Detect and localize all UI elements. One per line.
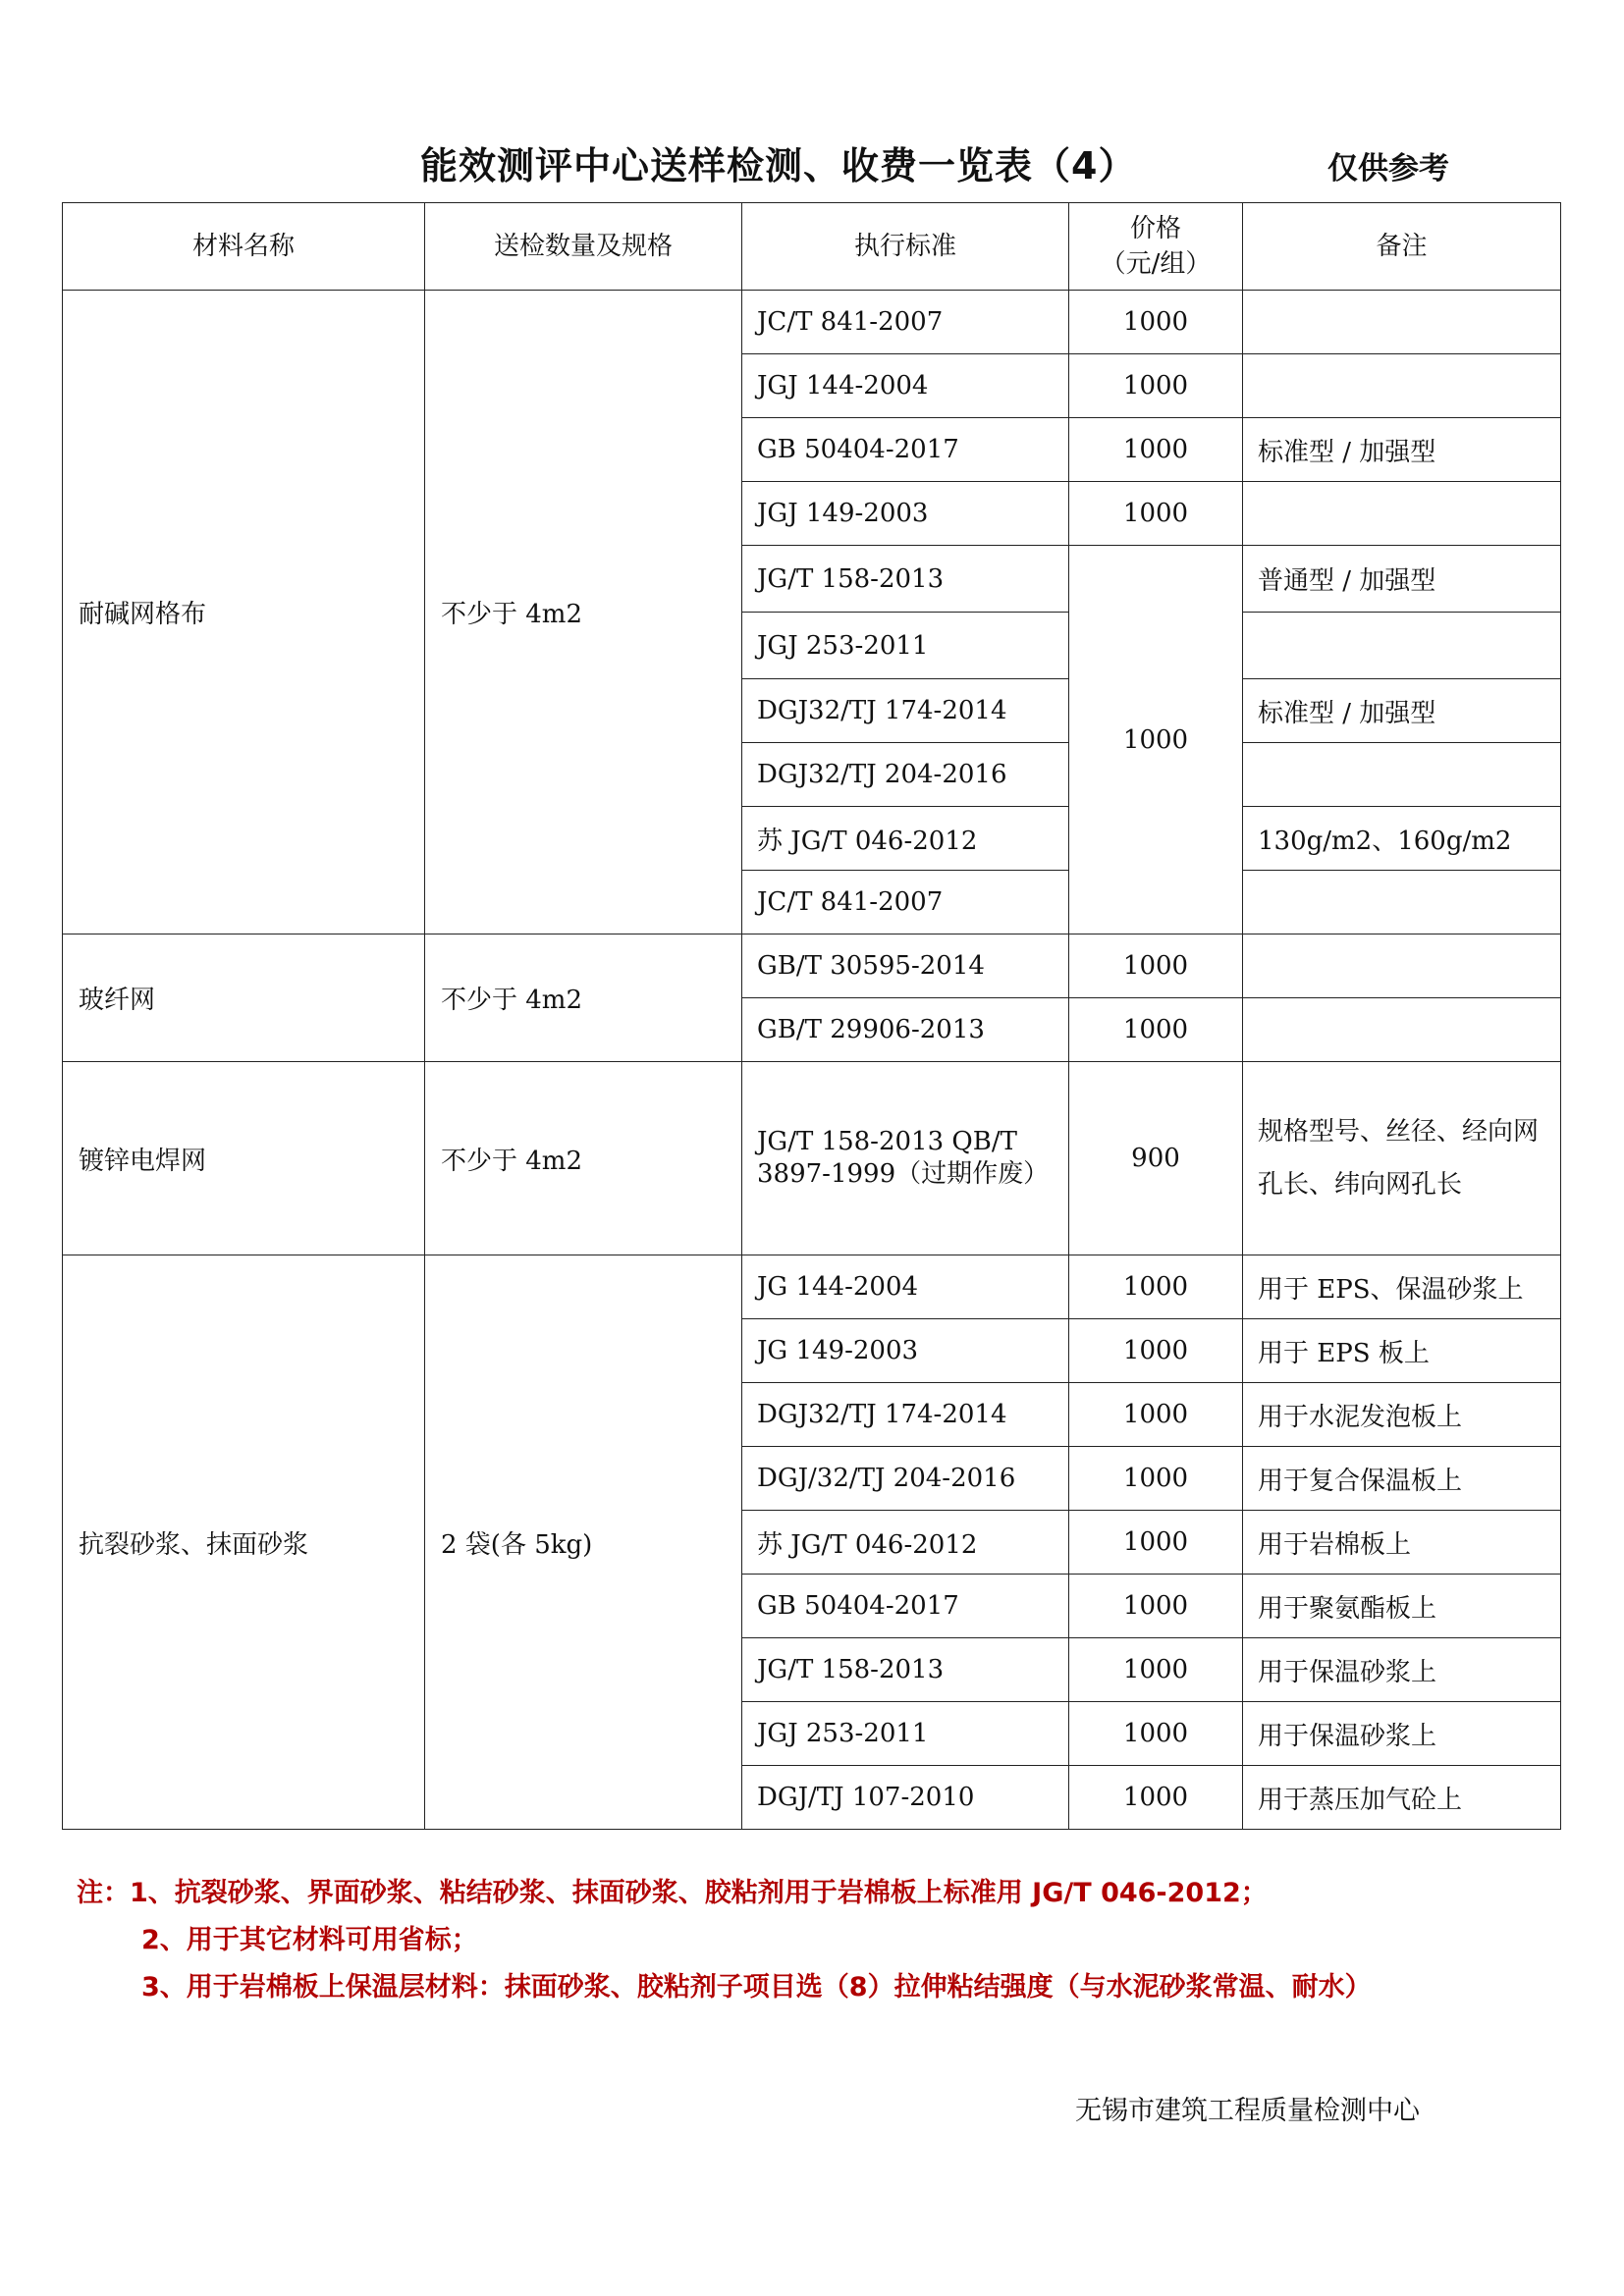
price-cell: 900 (1069, 1062, 1243, 1255)
price-cell: 1000 (1069, 1575, 1243, 1638)
remark-cell: 用于保温砂浆上 (1243, 1702, 1561, 1766)
price-cell: 1000 (1069, 1511, 1243, 1575)
standard-cell: GB 50404-2017 (742, 418, 1069, 482)
price-cell: 1000 (1069, 998, 1243, 1062)
price-cell: 1000 (1069, 1766, 1243, 1830)
price-cell: 1000 (1069, 934, 1243, 998)
quantity-cell: 不少于 4m2 (425, 1062, 742, 1255)
standard-cell: DGJ32/TJ 174-2014 (742, 679, 1069, 743)
note-line-1: 注：1、抗裂砂浆、界面砂浆、粘结砂浆、抹面砂浆、胶粘剂用于岩棉板上标准用 JG/T 046-2012； (77, 1878, 1268, 1908)
standard-cell: JC/T 841-2007 (742, 871, 1069, 934)
remark-cell: 用于复合保温板上 (1243, 1447, 1561, 1511)
standard-cell: JGJ 253-2011 (742, 1702, 1069, 1766)
standard-cell: JG/T 158-2013 (742, 546, 1069, 613)
header-remark: 备注 (1243, 203, 1561, 291)
standard-cell: JG 149-2003 (742, 1319, 1069, 1383)
material-name-cell: 抗裂砂浆、抹面砂浆 (63, 1255, 425, 1830)
remark-cell (1243, 613, 1561, 679)
price-cell: 1000 (1069, 354, 1243, 418)
standard-cell: 苏 JG/T 046-2012 (742, 1511, 1069, 1575)
standard-cell: JGJ 253-2011 (742, 613, 1069, 679)
price-cell: 1000 (1069, 1702, 1243, 1766)
remark-cell: 用于水泥发泡板上 (1243, 1383, 1561, 1447)
standard-cell: DGJ/TJ 107-2010 (742, 1766, 1069, 1830)
remark-cell: 普通型 / 加强型 (1243, 546, 1561, 613)
remark-cell: 用于蒸压加气砼上 (1243, 1766, 1561, 1830)
remark-cell (1243, 291, 1561, 354)
standard-cell: GB 50404-2017 (742, 1575, 1069, 1638)
remark-cell (1243, 354, 1561, 418)
material-name-cell: 玻纤网 (63, 934, 425, 1062)
price-cell: 1000 (1069, 1447, 1243, 1511)
remark-cell (1243, 934, 1561, 998)
remark-cell (1243, 871, 1561, 934)
standard-cell: 苏 JG/T 046-2012 (742, 807, 1069, 871)
price-cell: 1000 (1069, 482, 1243, 546)
remark-cell (1243, 998, 1561, 1062)
remark-cell: 130g/m2、160g/m2 (1243, 807, 1561, 871)
remark-cell: 用于 EPS、保温砂浆上 (1243, 1255, 1561, 1319)
standard-cell: JG 144-2004 (742, 1255, 1069, 1319)
price-cell: 1000 (1069, 1255, 1243, 1319)
standard-cell: JC/T 841-2007 (742, 291, 1069, 354)
material-name-cell: 耐碱网格布 (63, 291, 425, 934)
remark-cell (1243, 743, 1561, 807)
page-title: 能效测评中心送样检测、收费一览表（4） (420, 144, 1137, 187)
table-row (63, 1255, 1561, 1319)
quantity-cell: 不少于 4m2 (425, 934, 742, 1062)
reference-only-label: 仅供参考 (1327, 151, 1449, 187)
standard-cell: DGJ/32/TJ 204-2016 (742, 1447, 1069, 1511)
standard-cell: JG/T 158-2013 QB/T 3897-1999（过期作废） (742, 1062, 1069, 1255)
header-standard: 执行标准 (742, 203, 1069, 291)
standard-cell: DGJ32/TJ 204-2016 (742, 743, 1069, 807)
table-row (63, 291, 1561, 354)
note-line-2: 2、用于其它材料可用省标； (141, 1925, 478, 1955)
standard-cell: GB/T 29906-2013 (742, 998, 1069, 1062)
header-price-line2: （元/组） (1100, 249, 1212, 279)
fee-table (62, 202, 1561, 1830)
price-cell: 1000 (1069, 291, 1243, 354)
remark-cell (1243, 482, 1561, 546)
standard-cell: GB/T 30595-2014 (742, 934, 1069, 998)
header-price (1069, 203, 1243, 291)
price-cell-merged: 1000 (1069, 546, 1243, 934)
remark-cell: 标准型 / 加强型 (1243, 418, 1561, 482)
price-cell: 1000 (1069, 1638, 1243, 1702)
price-cell: 1000 (1069, 1319, 1243, 1383)
material-name-cell: 镀锌电焊网 (63, 1062, 425, 1255)
remark-cell: 用于聚氨酯板上 (1243, 1575, 1561, 1638)
remark-cell: 用于 EPS 板上 (1243, 1319, 1561, 1383)
issuer-footer: 无锡市建筑工程质量检测中心 (1075, 2096, 1420, 2126)
table-row (63, 1062, 1561, 1255)
remark-cell: 用于岩棉板上 (1243, 1511, 1561, 1575)
price-cell: 1000 (1069, 418, 1243, 482)
price-cell: 1000 (1069, 1383, 1243, 1447)
standard-cell: JG/T 158-2013 (742, 1638, 1069, 1702)
header-price-line1: 价格 (1129, 214, 1181, 243)
standard-cell: JGJ 149-2003 (742, 482, 1069, 546)
remark-cell: 标准型 / 加强型 (1243, 679, 1561, 743)
quantity-cell: 2 袋(各 5kg) (425, 1255, 742, 1830)
standard-cell: DGJ32/TJ 174-2014 (742, 1383, 1069, 1447)
header-material: 材料名称 (63, 203, 425, 291)
note-line-3: 3、用于岩棉板上保温层材料：抹面砂浆、胶粘剂子项目选（8）拉伸粘结强度（与水泥砂浆常温、耐水） (141, 1972, 1372, 2002)
quantity-cell: 不少于 4m2 (425, 291, 742, 934)
standard-cell: JGJ 144-2004 (742, 354, 1069, 418)
header-quantity: 送检数量及规格 (425, 203, 742, 291)
remark-cell: 用于保温砂浆上 (1243, 1638, 1561, 1702)
notes-block (77, 1870, 1372, 2011)
table-row (63, 934, 1561, 998)
table-header-row (63, 203, 1561, 291)
remark-cell: 规格型号、丝径、经向网孔长、纬向网孔长 (1243, 1062, 1561, 1255)
